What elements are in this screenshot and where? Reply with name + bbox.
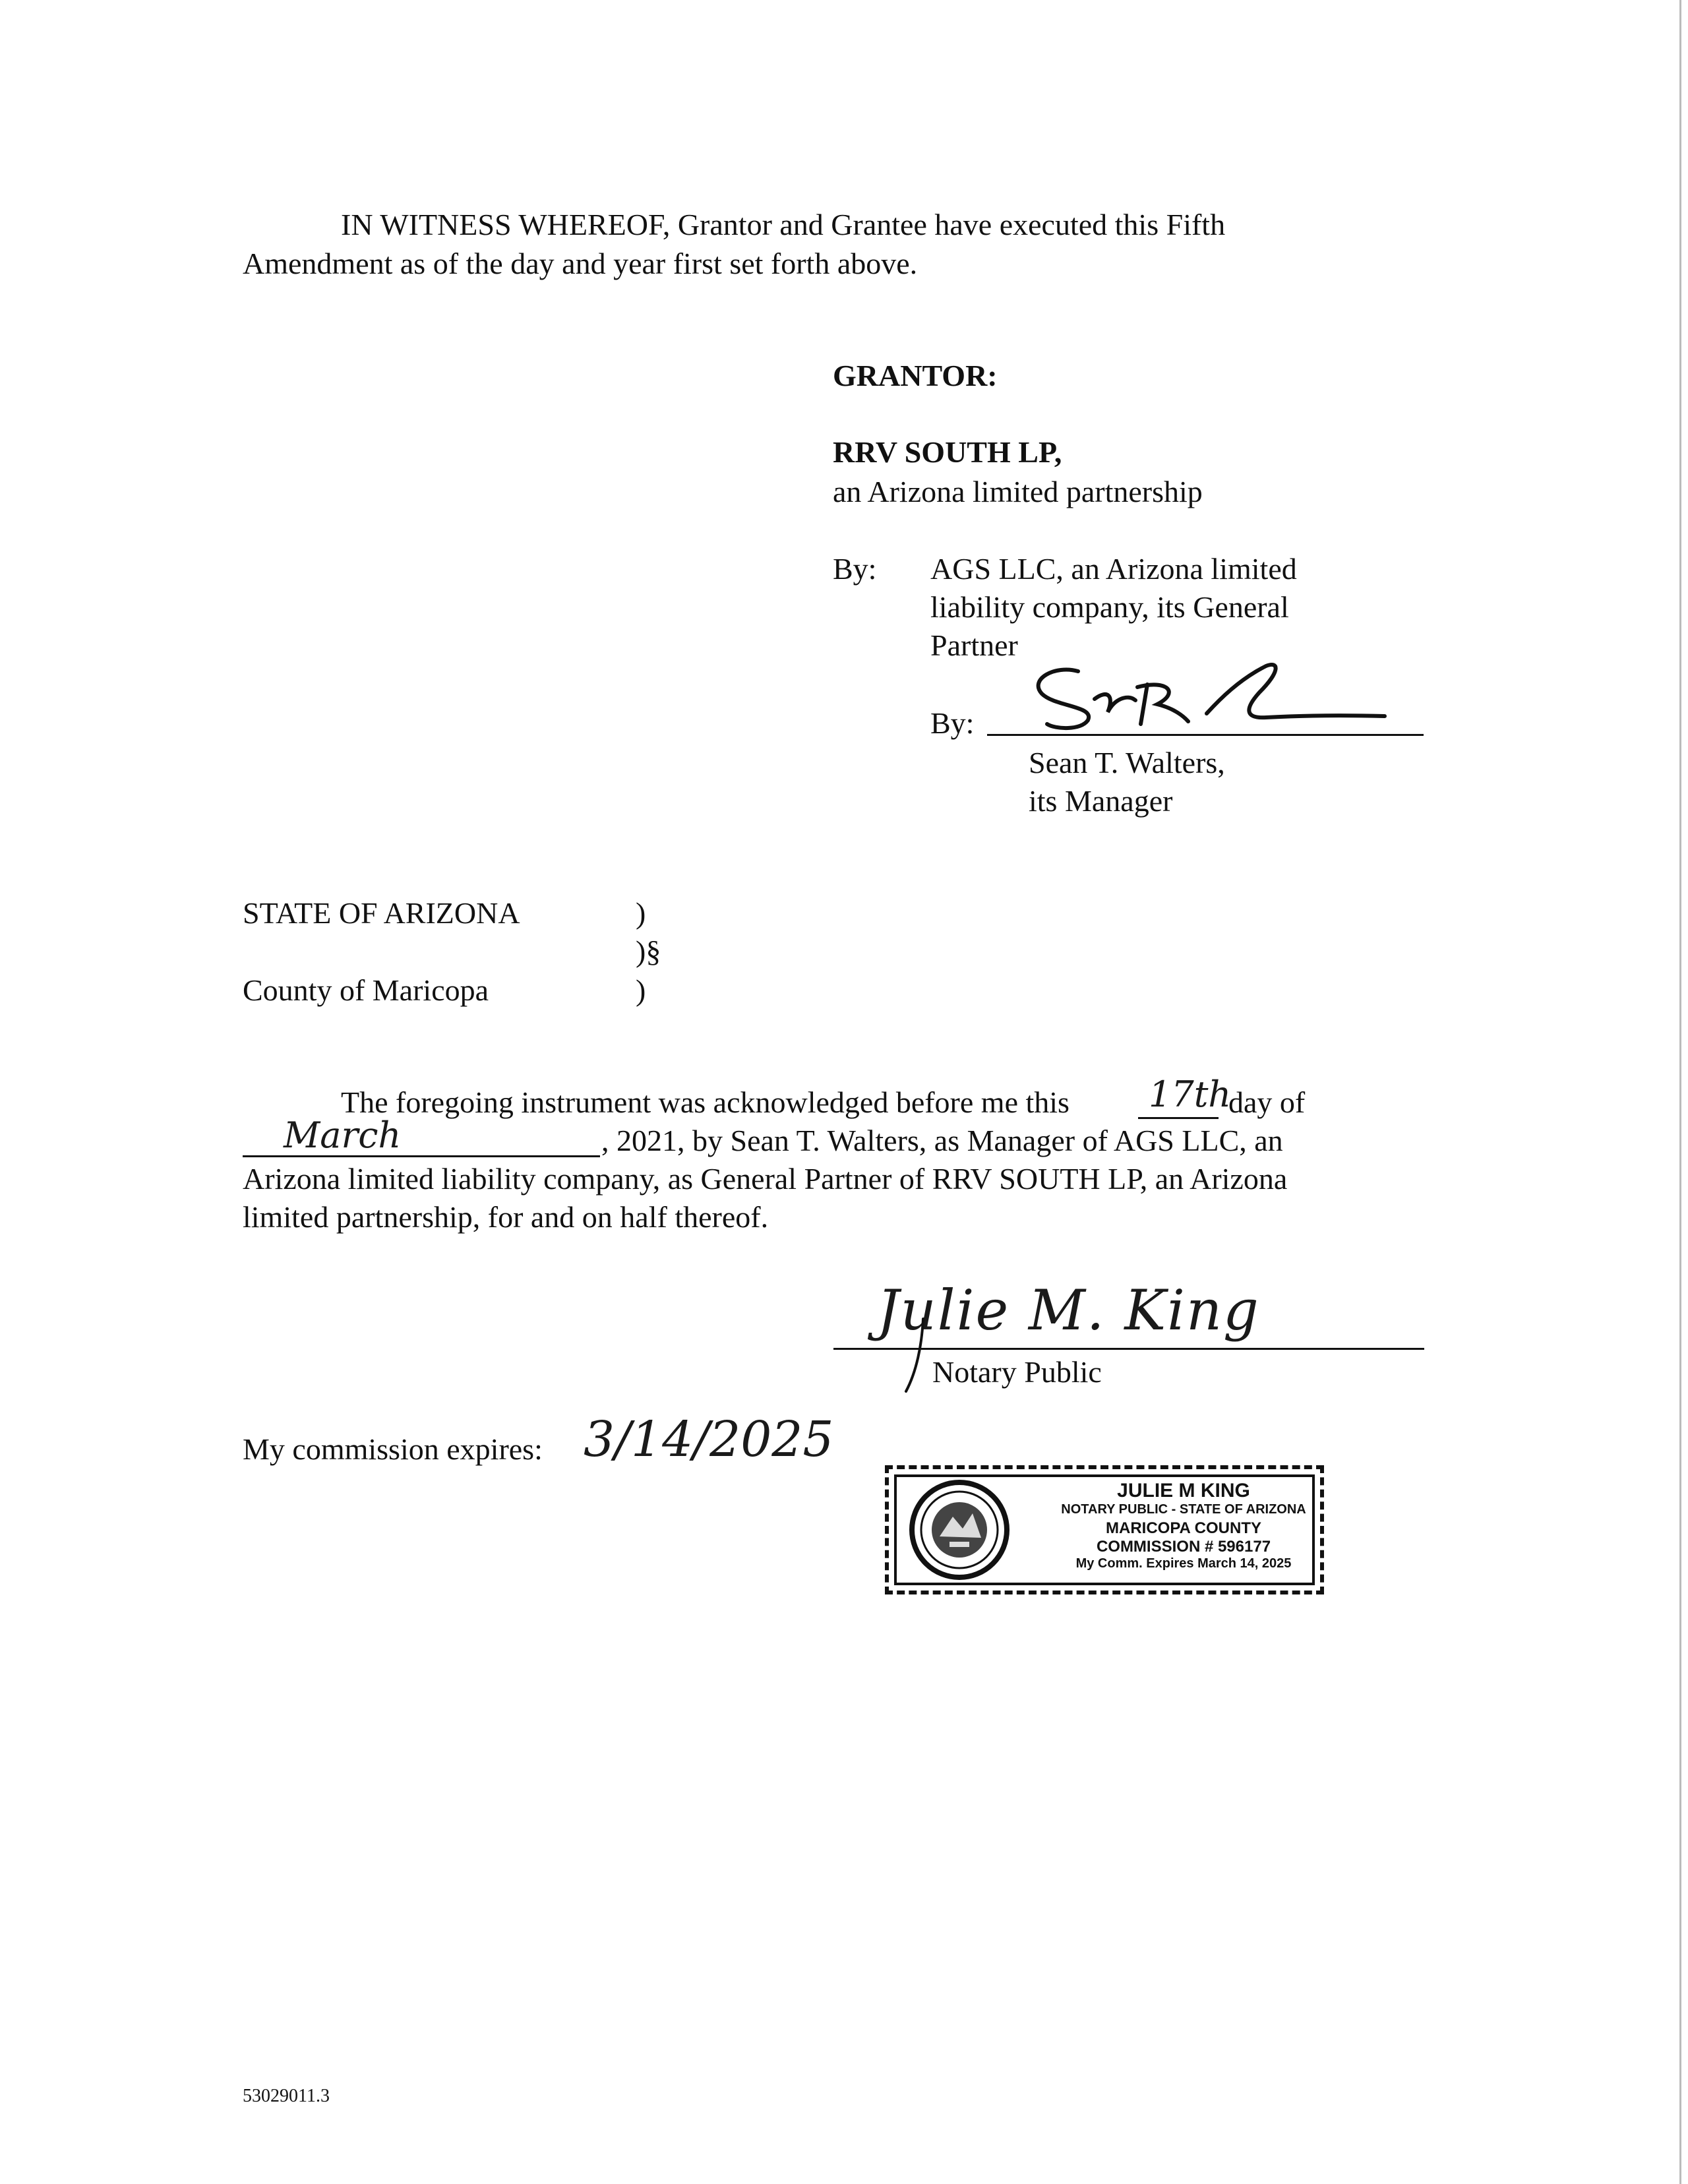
venue-county: County of Maricopa (243, 973, 489, 1007)
venue-paren-3: ) (636, 973, 646, 1007)
day-handwritten: 17th (1149, 1074, 1232, 1115)
grantor-entity-desc: an Arizona limited partnership (833, 475, 1203, 508)
grantor-heading: GRANTOR: (833, 359, 998, 392)
month-handwritten: March (284, 1114, 402, 1156)
document-number: 53029011.3 (243, 2086, 330, 2106)
partner-line-1: AGS LLC, an Arizona limited (930, 552, 1297, 586)
venue-paren-1: ) (636, 896, 646, 930)
scan-edge (1679, 0, 1681, 2184)
signer-name: Sean T. Walters, (1029, 746, 1225, 779)
ack-line-4: limited partnership, for and on half thereof. (243, 1200, 769, 1234)
venue-paren-section: )§ (636, 934, 661, 968)
stamp-line-5: My Comm. Expires March 14, 2025 (1075, 1556, 1292, 1571)
arizona-seal (903, 1477, 1015, 1583)
partner-line-2: liability company, its General (930, 590, 1289, 624)
partner-line-3: Partner (930, 628, 1018, 662)
notary-label: Notary Public (932, 1355, 1102, 1389)
ack-line-2: , 2021, by Sean T. Walters, as Manager of AGS LLC, an (601, 1124, 1283, 1157)
stamp-name: JULIE M KING (1117, 1480, 1250, 1502)
stamp-line-2: NOTARY PUBLIC - STATE OF ARIZONA (1061, 1502, 1306, 1517)
stamp-line-3: MARICOPA COUNTY (1106, 1519, 1261, 1537)
commission-label: My commission expires: (243, 1432, 543, 1466)
notary-stamp (885, 1465, 1324, 1594)
notary-signature-line (833, 1348, 1424, 1350)
ack-line-3: Arizona limited liability company, as General Partner of RRV SOUTH LP, an Arizona (243, 1162, 1288, 1196)
notary-signature-tail (897, 1312, 936, 1398)
signer-title: its Manager (1029, 784, 1173, 818)
stamp-line-4: COMMISSION # 596177 (1096, 1538, 1271, 1556)
signature-by-label: By: (930, 706, 975, 740)
witness-line-2: Amendment as of the day and year first set forth above. (243, 247, 918, 280)
notary-signature: Julie M. King (877, 1278, 1260, 1343)
ack-line-1a: The foregoing instrument was acknowledged before me this (341, 1085, 1070, 1119)
grantor-signature-image (1015, 653, 1398, 739)
ack-line-1b: day of (1228, 1085, 1306, 1119)
day-blank-line (1138, 1117, 1219, 1119)
grantor-by-label: By: (833, 552, 877, 586)
commission-date-handwritten: 3/14/2025 (584, 1411, 834, 1468)
grantor-entity: RRV SOUTH LP, (833, 435, 1062, 469)
venue-state: STATE OF ARIZONA (243, 896, 520, 930)
witness-line-1: IN WITNESS WHEREOF, Grantor and Grantee have executed this Fifth (341, 208, 1226, 241)
